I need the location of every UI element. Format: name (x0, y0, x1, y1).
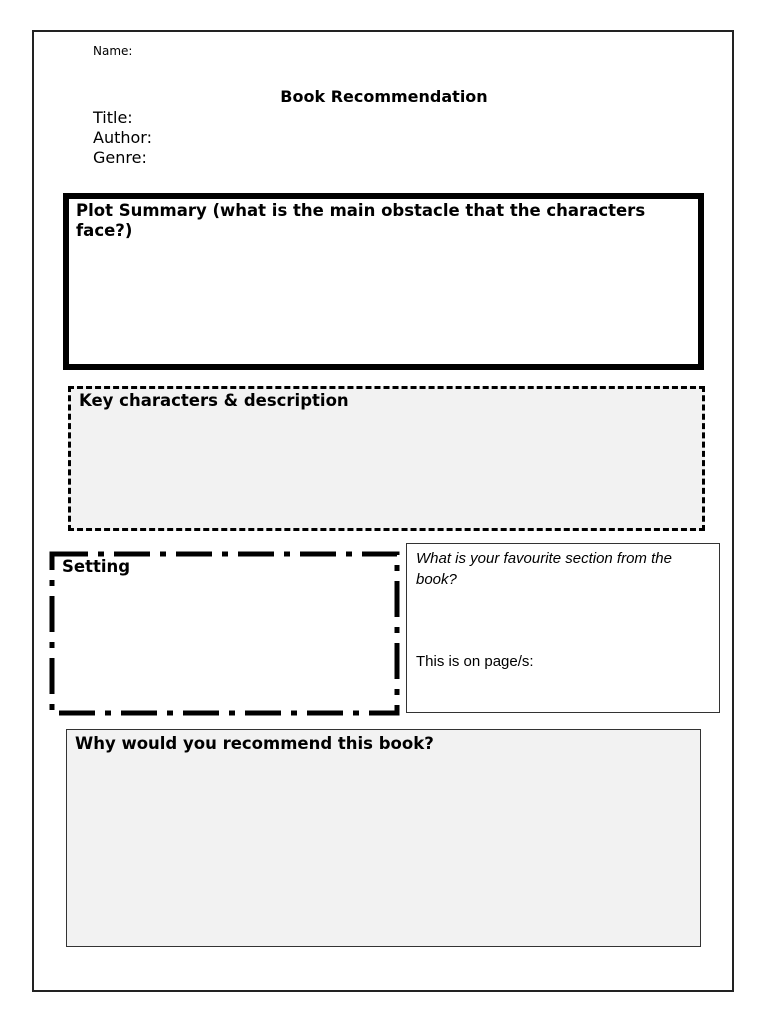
name-label: Name: (93, 44, 133, 58)
plot-summary-heading: Plot Summary (what is the main obstacle that the characters face?) (76, 201, 646, 240)
key-characters-heading: Key characters & description (79, 391, 349, 410)
favourite-section-box[interactable] (406, 543, 720, 713)
recommend-box[interactable] (66, 729, 701, 947)
genre-field-label: Genre: (93, 148, 147, 167)
page-title: Book Recommendation (280, 87, 488, 106)
key-characters-box[interactable] (68, 386, 705, 531)
title-field-label: Title: (93, 108, 133, 127)
setting-box-border (52, 554, 397, 713)
setting-heading: Setting (62, 557, 131, 576)
favourite-section-question: What is your favourite section from the book? (416, 550, 672, 588)
plot-summary-box[interactable] (63, 193, 704, 370)
page-number-label: This is on page/s: (416, 653, 534, 670)
author-field-label: Author: (93, 128, 152, 147)
recommend-heading: Why would you recommend this book? (75, 734, 434, 753)
